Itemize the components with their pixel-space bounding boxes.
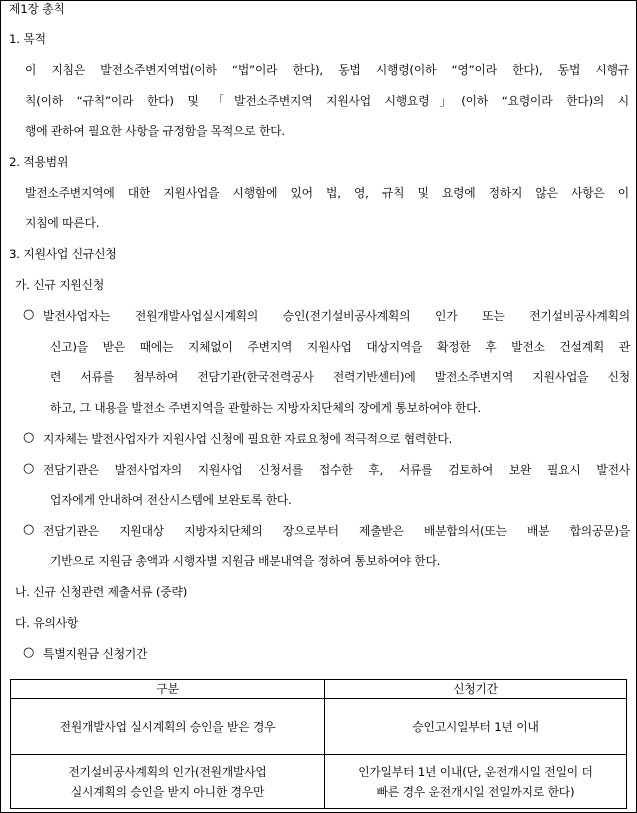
table-header-cell: 신청기간 bbox=[325, 680, 627, 699]
bullet-4-line-1: 전담기관은 지원대상 지방자치단체의 장으로부터 제출받은 배분합의서(또는 배분 합의공문)을 bbox=[43, 524, 630, 538]
table-cell-line: 전기설비공사계획의 인가(전원개발사업 bbox=[68, 764, 267, 779]
table-row bbox=[11, 699, 627, 755]
table-header-cell: 구분 bbox=[11, 680, 325, 699]
table-row bbox=[11, 755, 627, 809]
table-cell: 승인고시일부터 1년 이내 bbox=[325, 699, 627, 755]
chapter-title: 제1장 총칙 bbox=[9, 2, 65, 16]
application-period-table bbox=[10, 679, 627, 809]
bullet-icon: ○ bbox=[23, 522, 35, 537]
table-cell-line: 실시계획의 승인을 받지 아니한 경우만 bbox=[70, 784, 265, 799]
table-cell-line: 빠른 경우 운전개시일 전일까지로 한다) bbox=[376, 784, 575, 799]
bullet-icon: ○ bbox=[23, 645, 35, 660]
table-cell: 전원개발사업 실시계획의 승인을 받은 경우 bbox=[11, 699, 325, 755]
bullet-1-line-4: 하고, 그 내용을 발전소 주변지역을 관할하는 지방자치단체의 장에게 통보하여야 한다. bbox=[50, 401, 481, 415]
section-1-line-2: 칙(이하 “규칙”이라 한다) 및 「발전소주변지역 지원사업 시행요령」(이하 “요령이라 한다)의 시 bbox=[25, 94, 629, 108]
subsection-b-heading: 나. 신규 신청관련 제출서류 (중략) bbox=[15, 585, 188, 599]
bullet-3-line-1: 전담기관은 발전사업자의 지원사업 신청서를 접수한 후, 서류를 검토하여 보완 필요시 발전사 bbox=[43, 463, 630, 477]
table-header-row bbox=[11, 680, 627, 699]
bullet-2-line-1: 지자체는 발전사업자가 지원사업 신청에 필요한 자료요청에 적극적으로 협력한다. bbox=[43, 432, 453, 446]
table-cell bbox=[11, 755, 325, 809]
bullet-1-line-1: 발전사업자는 전원개발사업실시계획의 승인(전기설비공사계획의 인가 또는 전기설비공사계획의 bbox=[43, 309, 630, 323]
bullet-icon: ○ bbox=[23, 461, 35, 476]
section-1-heading: 1. 목적 bbox=[9, 32, 46, 46]
table-cell bbox=[325, 755, 627, 809]
subsection-a-heading: 가. 신규 지원신청 bbox=[15, 278, 105, 292]
bullet-1-line-3: 련 서류를 첨부하여 전담기관(한국전력공사 전력기반센터)에 발전소주변지역 지원사업을 신청 bbox=[50, 370, 630, 384]
section-2-line-1: 발전소주변지역에 대한 지원사업을 시행함에 있어 법, 영, 규칙 및 요령에 정하지 않은 사항은 이 bbox=[25, 186, 629, 200]
bullet-1-line-2: 신고)을 받은 때에는 지체없이 주변지역 지원사업 대상지역을 확정한 후 발전소 건설계획 관 bbox=[50, 340, 630, 354]
table-cell-line: 인가일부터 1년 이내(단, 운전개시일 전일이 더 bbox=[358, 764, 593, 779]
subsection-c-heading: 다. 유의사항 bbox=[15, 616, 79, 630]
bullet-icon: ○ bbox=[23, 307, 35, 322]
section-1-line-3: 행에 관하여 필요한 사항을 규정함을 목적으로 한다. bbox=[25, 124, 285, 138]
subsection-c-bullet: 특별지원금 신청기간 bbox=[43, 647, 148, 661]
bullet-4-line-2: 기반으로 지원금 총액과 시행자별 지원금 배분내역을 정하여 통보하여야 한다. bbox=[50, 554, 441, 568]
bullet-icon: ○ bbox=[23, 430, 35, 445]
section-1-line-1: 이 지침은 발전소주변지역법(이하 “법”이라 한다), 동법 시행령(이하 “영”이라 한다), 동법 시행규 bbox=[25, 63, 629, 77]
bullet-3-line-2: 업자에게 안내하여 전산시스템에 보완토록 한다. bbox=[50, 493, 292, 507]
section-3-heading: 3. 지원사업 신규신청 bbox=[9, 247, 117, 261]
section-2-heading: 2. 적용범위 bbox=[9, 155, 69, 169]
section-2-line-2: 지침에 따른다. bbox=[25, 216, 100, 230]
